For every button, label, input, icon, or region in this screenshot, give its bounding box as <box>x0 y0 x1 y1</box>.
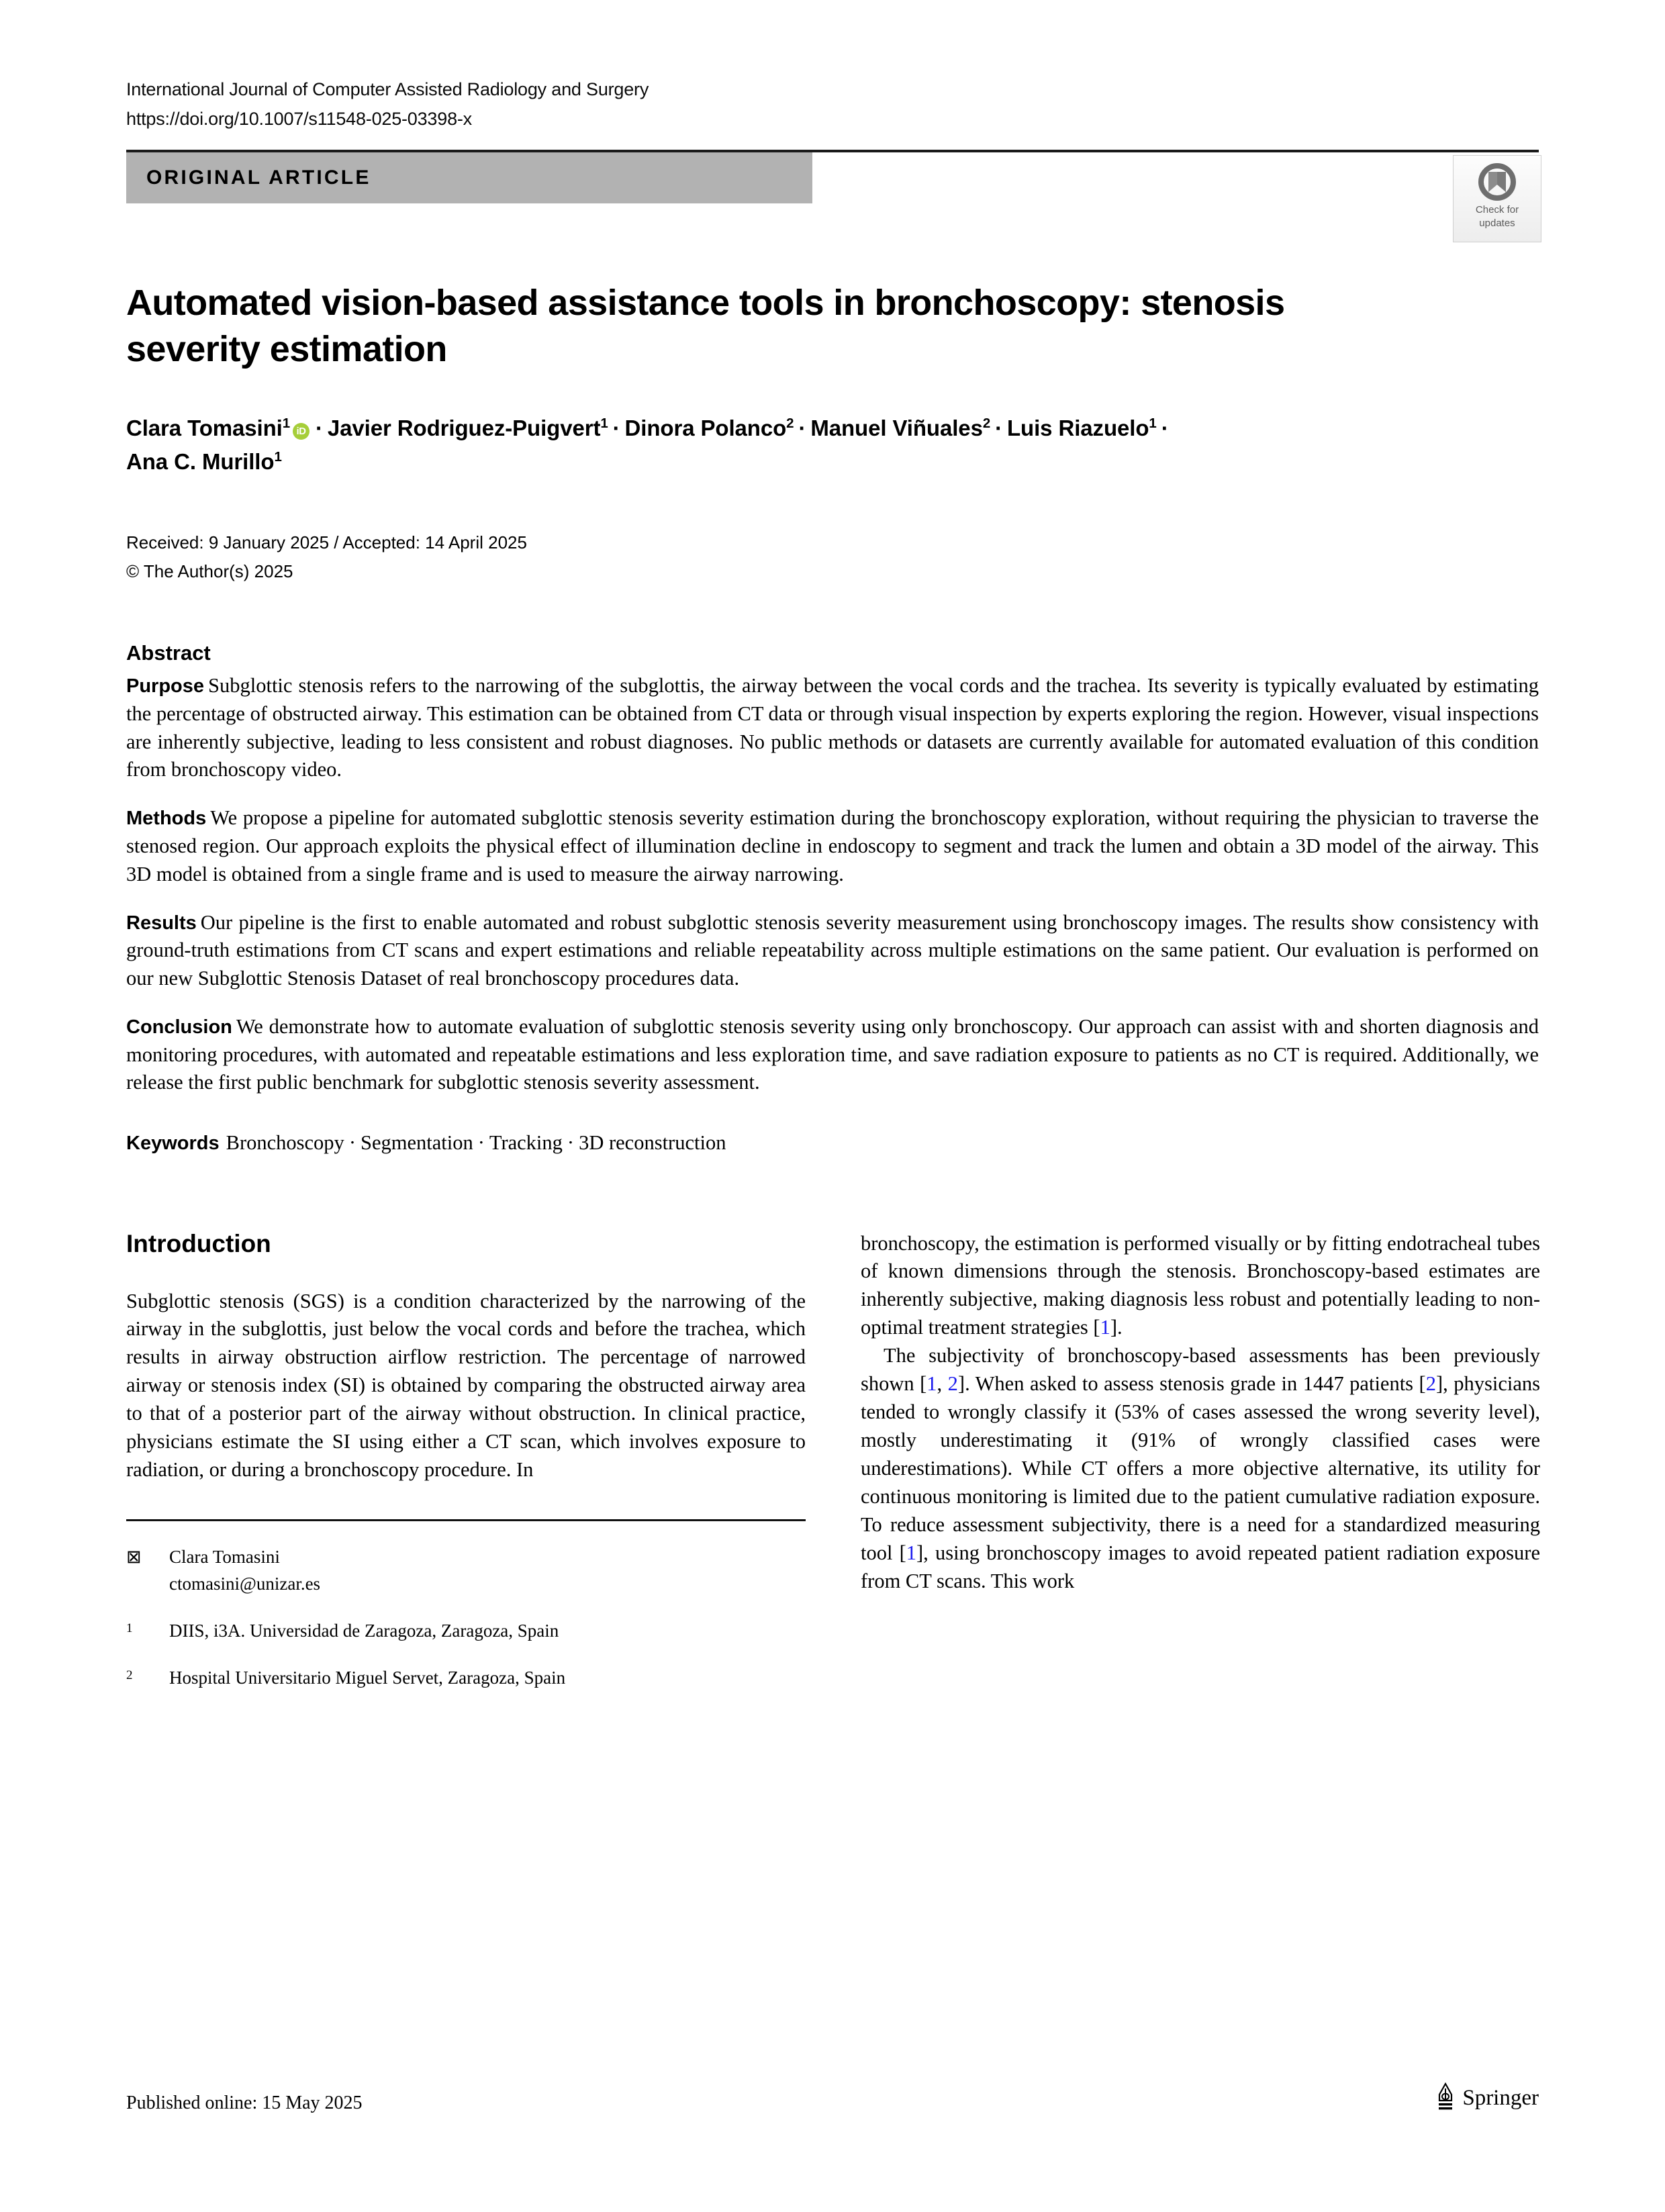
intro-p2-text-d: ], physicians tended to wrongly classify it (53% of cases assessed the wrong severity level), mostly underestimating it (91% of wrongly classified cases were underestimations). While CT offers a more objective alternative, its utility for continuous monitoring is limited due to the patient cumulative radiation exposure. To reduce assessment subjectivity, there is a need for a standardized measuring tool [ <box>861 1372 1540 1564</box>
keywords-label: Keywords <box>126 1132 220 1154</box>
citation-link[interactable]: 1 <box>926 1372 937 1396</box>
corresponding-author-row <box>126 1544 806 1598</box>
section-heading-introduction: Introduction <box>126 1229 271 1257</box>
keywords <box>126 1129 1539 1157</box>
crossmark-line-1: Check for <box>1475 204 1519 216</box>
journal-title: International Journal of Computer Assisted Radiology and Surgery <box>126 79 649 99</box>
article-type-row <box>126 152 1539 233</box>
author-name[interactable]: Ana C. Murillo <box>126 448 275 474</box>
abstract-heading: Abstract <box>126 641 211 665</box>
springer-logo-icon <box>1435 2082 1456 2114</box>
author-separator: · <box>995 415 1002 440</box>
abstract-purpose <box>126 672 1539 784</box>
abstract-conclusion <box>126 1013 1539 1097</box>
abstract-conclusion-label: Conclusion <box>126 1016 232 1038</box>
citation-link[interactable]: 1 <box>906 1541 917 1564</box>
affiliation-row <box>126 1665 806 1692</box>
affiliation-text: DIIS, i3A. Universidad de Zaragoza, Zaragoza, Spain <box>169 1620 559 1641</box>
author-affiliation-mark: 2 <box>982 415 991 431</box>
abstract-purpose-text: Subglottic stenosis refers to the narrowing of the subglottis, the airway between the vocal cords and the trachea. Its severity is typically evaluated by estimating the percentage of obstructed airway. This estimation can be obtained from CT data or through visual inspection by experts exploring the region. However, visual inspections are inherently subjective, leading to less consistent and robust diagnoses. No public methods or datasets are currently available for automated evaluation of this condition from bronchoscopy video. <box>126 674 1539 781</box>
article-type-banner <box>126 152 812 203</box>
abstract-purpose-label: Purpose <box>126 675 205 698</box>
abstract-methods <box>126 804 1539 888</box>
intro-p2-text-c: ]. When asked to assess stenosis grade in 1447 patients [ <box>957 1372 1426 1396</box>
author-affiliation-mark: 2 <box>786 415 794 431</box>
received-accepted-line: Received: 9 January 2025 / Accepted: 14 April 2025 <box>126 532 527 552</box>
footnote-block <box>126 1519 806 1692</box>
springer-wordmark: Springer <box>1462 2086 1539 2110</box>
right-column <box>861 1230 1540 1712</box>
intro-p2-text-b: , <box>937 1372 948 1396</box>
author-name[interactable]: Javier Rodriguez-Puigvert <box>327 415 601 440</box>
envelope-icon: ⊠ <box>126 1547 142 1568</box>
keyword-item[interactable]: Tracking <box>489 1131 563 1154</box>
page-footer <box>126 2082 1539 2114</box>
abstract-results-text: Our pipeline is the first to enable automated and robust subglottic stenosis severity measurement using bronchoscopy images. The results show consistency with ground-truth estimations from CT scans and expert estimations and reliable repeatability across multiple estimations on the same patient. Our evaluation is performed on our new Subglottic Stenosis Dataset of real bronchoscopy procedures data. <box>126 910 1539 990</box>
abstract-results <box>126 909 1539 993</box>
author-separator: · <box>798 415 806 440</box>
intro-p2-text-e: ], using bronchoscopy images to avoid repeated patient radiation exposure from CT scans. This work <box>861 1541 1540 1592</box>
crossmark-badge-icon <box>1476 161 1518 203</box>
intro-p1-text: bronchoscopy, the estimation is performed visually or by fitting endotracheal tubes of known dimensions through the stenosis. Bronchoscopy-based estimates are inherently subjective, making diagnosis less robust and potentially leading to non-optimal treatment strategies [ <box>861 1231 1540 1339</box>
author-affiliation-mark: 1 <box>274 448 282 465</box>
publication-dates <box>126 528 1539 586</box>
intro-p1-tail: ]. <box>1110 1316 1123 1339</box>
corresponding-author-email[interactable]: ctomasini@unizar.es <box>169 1574 321 1594</box>
author-name[interactable]: Clara Tomasini <box>126 415 283 440</box>
abstract-results-label: Results <box>126 912 197 934</box>
article-type-label: ORIGINAL ARTICLE <box>146 166 371 189</box>
abstract-methods-text: We propose a pipeline for automated subglottic stenosis severity estimation during the bronchoscopy exploration, without requiring the physician to traverse the stenosed region. Our approach exploits the physical effect of illumination decline in endoscopy to segment and track the lumen and obtain a 3D model of the airway. This 3D model is obtained from a single frame and is used to measure the airway narrowing. <box>126 806 1539 885</box>
author-list <box>126 412 1402 479</box>
intro-paragraph-2 <box>861 1342 1540 1595</box>
author-affiliation-mark: 1 <box>1149 415 1157 431</box>
keyword-separator: · <box>348 1131 356 1154</box>
author-name[interactable]: Dinora Polanco <box>624 415 787 440</box>
author-affiliation-mark: 1 <box>600 415 608 431</box>
check-for-updates-badge[interactable] <box>1453 155 1541 242</box>
keyword-item[interactable]: 3D reconstruction <box>579 1131 726 1154</box>
citation-link[interactable]: 2 <box>947 1372 958 1396</box>
intro-paragraph-1-right <box>861 1230 1540 1343</box>
body-columns <box>126 1230 1539 1712</box>
crossmark-line-2: updates <box>1479 218 1515 230</box>
affiliation-mark: 1 <box>126 1621 133 1635</box>
corresponding-author-name: Clara Tomasini <box>169 1547 280 1568</box>
keyword-item[interactable]: Bronchoscopy <box>226 1131 344 1154</box>
published-online-date: Published online: 15 May 2025 <box>126 2093 363 2113</box>
intro-p2-text-a: The subjectivity of bronchoscopy-based assessments has been previously shown [ <box>861 1344 1540 1396</box>
author-name[interactable]: Luis Riazuelo <box>1007 415 1149 440</box>
keyword-separator: · <box>477 1131 485 1154</box>
intro-paragraph-1-left: Subglottic stenosis (SGS) is a condition characterized by the narrowing of the airway in the subglottis, just below the vocal cords and before the trachea, which results in airway obstruction airflow restriction. The percentage of narrowed airway or stenosis index (SI) is obtained by comparing the obstructed airway area to that of a posterior part of the airway without obstruction. In clinical practice, physicians estimate the SI using either a CT scan, which involves exposure to radiation, or during a bronchoscopy procedure. In <box>126 1289 806 1482</box>
citation-link[interactable]: 2 <box>1425 1372 1436 1396</box>
affiliation-row <box>126 1618 806 1645</box>
author-separator: · <box>1161 415 1169 440</box>
author-affiliation-mark: 1 <box>282 415 291 431</box>
masthead <box>126 75 1539 134</box>
doi-link[interactable]: https://doi.org/10.1007/s11548-025-03398-x <box>126 108 472 129</box>
springer-logo <box>1435 2082 1539 2114</box>
copyright-line: © The Author(s) 2025 <box>126 561 293 582</box>
affiliation-mark: 2 <box>126 1668 133 1682</box>
author-separator: · <box>316 415 323 440</box>
abstract-methods-label: Methods <box>126 808 207 830</box>
citation-link[interactable]: 1 <box>1100 1316 1110 1339</box>
author-name[interactable]: Manuel Viñuales <box>810 415 983 440</box>
page-title: Automated vision-based assistance tools in bronchoscopy: stenosis severity estimation <box>126 283 1285 370</box>
orcid-icon[interactable]: iD <box>293 423 310 440</box>
affiliation-text: Hospital Universitario Miguel Servet, Zaragoza, Spain <box>169 1667 566 1688</box>
author-separator: · <box>612 415 620 440</box>
keyword-item[interactable]: Segmentation <box>360 1131 473 1154</box>
left-column <box>126 1230 806 1712</box>
abstract-conclusion-text: We demonstrate how to automate evaluation of subglottic stenosis severity using only bronchoscopy. Our approach can assist with and shorten diagnosis and monitoring procedures, with automated and repeatable estimations and less exploration time, and save radiation exposure to patients as no CT is required. Additionally, we release the first public benchmark for subglottic stenosis severity assessment. <box>126 1015 1539 1094</box>
keyword-separator: · <box>567 1131 575 1154</box>
